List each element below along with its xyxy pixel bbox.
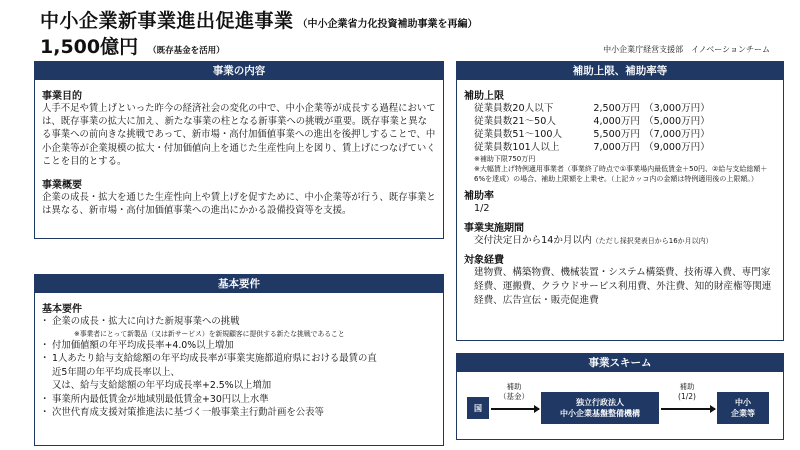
panel-basic-requirements — [34, 274, 444, 446]
cap-amount: 2,500万円 — [593, 103, 640, 114]
cap-amount: 7,000万円 — [593, 142, 640, 153]
arrow-right-icon — [661, 408, 715, 410]
scheme-box-label: 独立行政法人 — [576, 398, 624, 407]
cap-special: （9,000万円） — [644, 142, 710, 153]
requirement-item: ・ 事業所内最低賃金が地域別最低賃金+30円以上水準 — [42, 393, 436, 407]
rate-title: 補助率 — [464, 191, 494, 202]
panel-header: 事業スキーム — [457, 354, 783, 372]
cap-row — [474, 141, 710, 154]
cap-amount: 5,500万円 — [593, 129, 640, 140]
cap-amount: 4,000万円 — [593, 116, 640, 127]
requirement-note: ※事業者にとって新製品（又は新サービス）を新規顧客に提供する新たな挑戦であること — [74, 329, 345, 338]
cap-row — [474, 115, 710, 128]
arrow-label-line: 補助 — [506, 382, 522, 391]
scheme-box-label: 中小 — [735, 398, 751, 407]
requirement-item: ・ 企業の成長・拡大に向けた新規事業への挑戦 — [42, 315, 436, 329]
expense-title: 対象経費 — [464, 255, 504, 266]
panel-business-content — [34, 61, 444, 239]
purpose-text: 人手不足や賃上げといった昨今の経済社会の変化の中で、中小企業等が成長する過程においては、既存事業の拡大に加え、新たな事業の柱となる新事業への挑戦が重要。既存事業と異なる事業への前向きな挑戦であって、新市場・高付加価値事業への進出を後押しすることで、中小企業等が企業規模の拡大・付加価値向上を通じた生産性向上を図り、賃上げにつなげていくことを目的とする。 — [42, 103, 436, 167]
panel-header: 基本要件 — [35, 275, 443, 293]
cap-label: 従業員数20人以下 — [474, 103, 554, 114]
budget-amount: 1,500億円 — [40, 36, 139, 58]
arrow-right-icon — [491, 408, 539, 410]
overview-title: 事業概要 — [42, 180, 82, 192]
budget-line — [40, 32, 225, 59]
cap-special: （3,000万円） — [644, 103, 710, 114]
requirement-item-continued: 近5年間の年平均成長率以上、 — [52, 366, 180, 378]
scheme-box-label: 中小企業基盤整備機構 — [560, 409, 640, 418]
requirement-item-continued: 又は、給与支給総額の年平均成長率+2.5%以上増加 — [52, 380, 272, 391]
period-title: 事業実施期間 — [464, 223, 524, 234]
rate-value: 1/2 — [474, 203, 490, 214]
page-title — [40, 6, 478, 33]
title-subtitle: （中小企業省力化投資補助事業を再編） — [297, 19, 478, 30]
period-value-line — [474, 234, 776, 248]
arrow-label-line: 補助 — [679, 382, 695, 391]
scheme-box-label: 企業等 — [731, 409, 755, 418]
cap-label: 従業員数101人以上 — [474, 142, 560, 153]
scheme-box-label: 国 — [474, 403, 482, 413]
panel-header: 事業の内容 — [35, 62, 443, 80]
period-value: 交付決定日から14か月以内 — [474, 235, 592, 246]
requirements-list — [42, 315, 436, 420]
cap-row — [474, 128, 710, 141]
cap-special: （5,000万円） — [644, 116, 710, 127]
scheme-box-government — [467, 397, 489, 419]
expense-text: 建物費、構築物費、機械装置・システム構築費、技術導入費、専門家経費、運搬費、クラウドサービス利用費、外注費、知的財産権等関連経費、広告宣伝・販売促進費 — [474, 267, 772, 306]
cap-special: （7,000万円） — [644, 129, 710, 140]
scheme-box-smrj — [541, 392, 659, 424]
panel-header: 補助上限、補助率等 — [457, 62, 783, 80]
requirement-item: ・ 次世代育成支援対策推進法に基づく一般事業主行動計画を公表等 — [42, 406, 436, 420]
scheme-box-sme — [717, 392, 769, 424]
department-label: 中小企業庁経営支援部 イノベーションチーム — [603, 45, 770, 54]
requirements-title: 基本要件 — [42, 304, 82, 315]
cap-label: 従業員数21～50人 — [474, 116, 556, 127]
arrow-label-fund — [493, 382, 535, 402]
overview-text: 企業の成長・拡大を通じた生産性向上や賃上げを促すために、中小企業等が行う、既存事業とは異なる、新市場・高付加価値事業への進出にかかる設備投資等を支援。 — [42, 192, 436, 217]
title-main: 中小企業新事業進出促進事業 — [40, 10, 294, 32]
panel-subsidy-details — [456, 61, 784, 341]
panel-business-scheme — [456, 353, 784, 440]
cap-note-special: ※大幅賃上げ特例適用事業者（事業終了時点で①事業場内最低賃金＋50円、②給与支給総額＋6%を達成）の場合、補助上限額を上乗せ。（上記カッコ内の金額は特例適用後の上限額。） — [474, 165, 768, 183]
arrow-label-line: （基金） — [499, 392, 529, 401]
period-note: （ただし採択発表日から16か月以内） — [591, 237, 713, 245]
cap-row — [474, 102, 710, 115]
cap-note-minimum: ※補助下限750万円 — [474, 155, 536, 163]
cap-title: 補助上限 — [464, 91, 504, 102]
cap-label: 従業員数51～100人 — [474, 129, 563, 140]
cap-table — [474, 102, 710, 154]
arrow-label-line: (1/2) — [678, 392, 696, 401]
scheme-diagram — [457, 372, 783, 438]
arrow-label-subsidy — [665, 382, 709, 402]
requirement-item: ・ 付加価値額の年平均成長率+4.0%以上増加 — [42, 339, 436, 353]
budget-note: （既存基金を活用） — [148, 46, 225, 56]
requirement-item: ・ 1人あたり給与支給総額の年平均成長率が事業実施都道府県における最賃の直 — [42, 352, 436, 366]
purpose-title: 事業目的 — [42, 91, 82, 102]
